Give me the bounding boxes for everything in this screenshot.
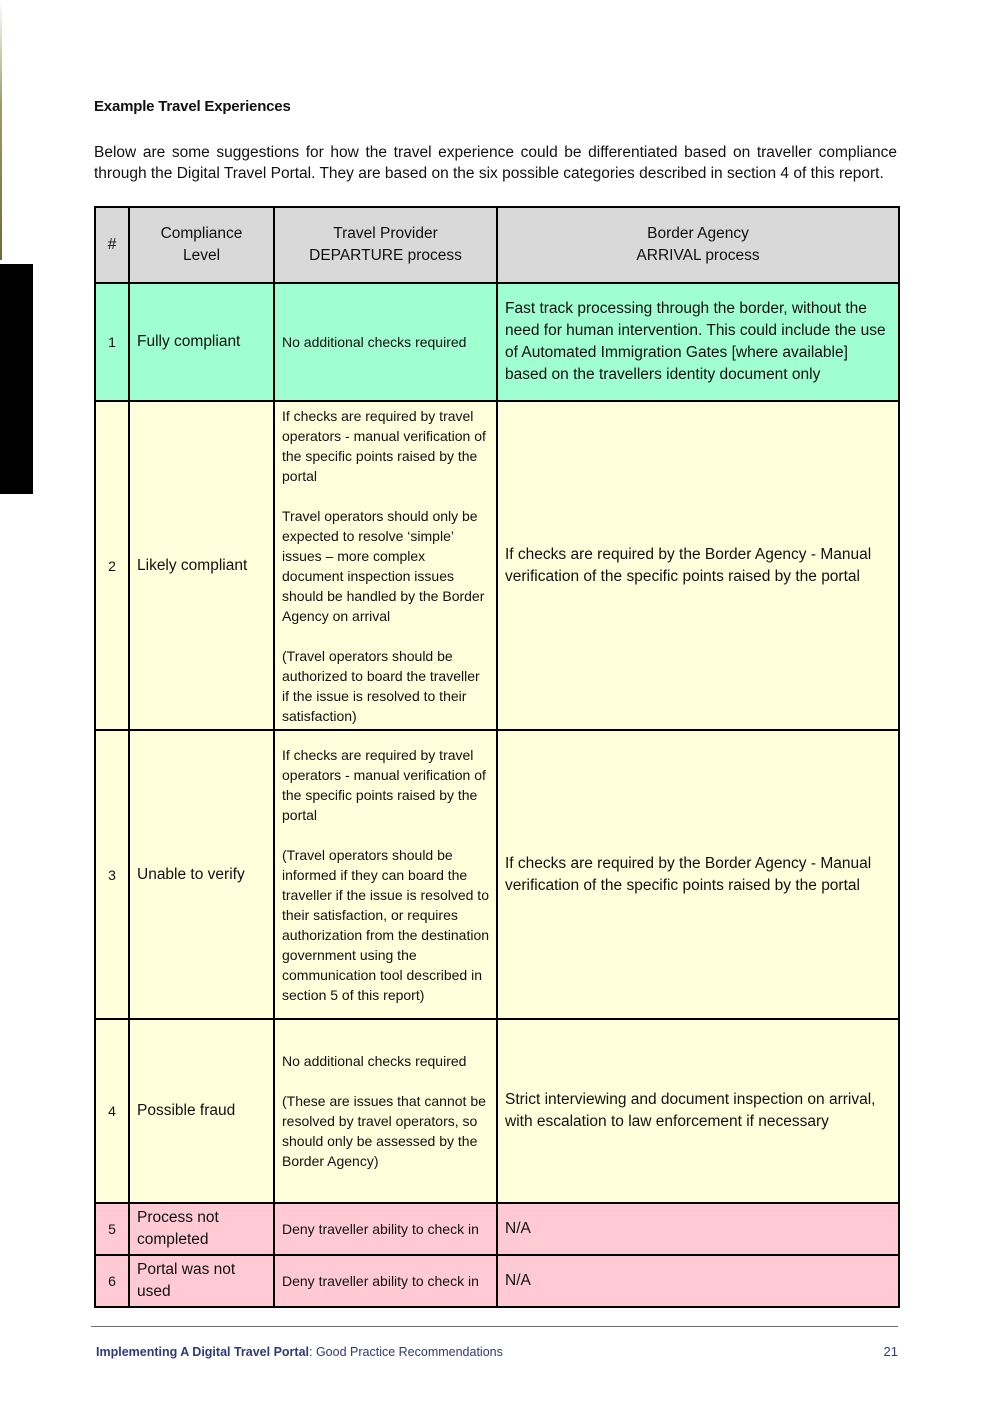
row-number: 4 xyxy=(95,1019,129,1203)
table-row xyxy=(95,401,899,730)
departure-process xyxy=(274,1255,497,1307)
footer-document-title xyxy=(96,1345,503,1359)
compliance-level: Unable to verify xyxy=(129,730,274,1019)
departure-process xyxy=(274,730,497,1019)
header-agency-line1: Border Agency xyxy=(647,225,749,242)
arrival-process: If checks are required by the Border Agency - Manual verification of the specific points raised by the portal xyxy=(497,401,899,730)
compliance-level: Portal was not used xyxy=(129,1255,274,1307)
header-border-agency xyxy=(497,207,899,283)
departure-process xyxy=(274,401,497,730)
compliance-level: Possible fraud xyxy=(129,1019,274,1203)
header-provider-line2: DEPARTURE process xyxy=(309,247,462,264)
row-number: 1 xyxy=(95,283,129,401)
arrival-process: N/A xyxy=(497,1203,899,1255)
row-number: 5 xyxy=(95,1203,129,1255)
table-row xyxy=(95,730,899,1019)
header-agency-line2: ARRIVAL process xyxy=(636,247,760,264)
table-row xyxy=(95,1203,899,1255)
departure-paragraph: Travel operators should only be expected to resolve ‘simple’ issues – more complex document inspection issues should be handled by the Border Agency on arrival xyxy=(282,507,485,624)
arrival-process: Fast track processing through the border, without the need for human intervention. This could include the use of Automated Immigration Gates [where available] based on the travellers identity document only xyxy=(497,283,899,401)
arrival-process: N/A xyxy=(497,1255,899,1307)
travel-experience-table xyxy=(94,206,900,1308)
page-number: 21 xyxy=(883,1344,898,1359)
page-edge-line xyxy=(0,0,2,260)
departure-process xyxy=(274,283,497,401)
departure-process xyxy=(274,1203,497,1255)
footer-title-bold: Implementing A Digital Travel Portal xyxy=(96,1345,310,1359)
table-row xyxy=(95,1019,899,1203)
arrival-process: If checks are required by the Border Agency - Manual verification of the specific points raised by the portal xyxy=(497,730,899,1019)
footer-title-rest: : Good Practice Recommendations xyxy=(309,1345,503,1359)
departure-paragraph: If checks are required by travel operators - manual verification of the specific points raised by the portal xyxy=(282,746,486,823)
departure-process xyxy=(274,1019,497,1203)
arrival-process: Strict interviewing and document inspection on arrival, with escalation to law enforcement if necessary xyxy=(497,1019,899,1203)
compliance-level: Likely compliant xyxy=(129,401,274,730)
side-tab-marker xyxy=(0,264,33,494)
row-number: 2 xyxy=(95,401,129,730)
departure-paragraph: If checks are required by travel operators - manual verification of the specific points raised by the portal xyxy=(282,407,486,484)
intro-paragraph: Below are some suggestions for how the travel experience could be differentiated based on traveller compliance through the Digital Travel Portal. They are based on the six possible categories described in section 4 of this report. xyxy=(94,144,897,182)
header-travel-provider xyxy=(274,207,497,283)
departure-paragraph: Deny traveller ability to check in xyxy=(282,1273,479,1289)
departure-paragraph: (These are issues that cannot be resolved by travel operators, so should only be assessed by the Border Agency) xyxy=(282,1093,486,1169)
row-number: 3 xyxy=(95,730,129,1019)
header-level-line1: Compliance xyxy=(160,225,243,242)
departure-paragraph: Deny traveller ability to check in xyxy=(282,1221,479,1237)
row-number: 6 xyxy=(95,1255,129,1307)
table-row xyxy=(95,1255,899,1307)
departure-paragraph: (Travel operators should be informed if they can board the traveller if the issue is resolved to their satisfaction, or requires authorization from the destination government using the communication tool described in section 5 of this report) xyxy=(282,846,490,1003)
compliance-level: Process not completed xyxy=(129,1203,274,1255)
departure-paragraph: (Travel operators should be authorized to board the traveller if the issue is resolved to their satisfaction) xyxy=(282,647,480,724)
header-num: # xyxy=(95,207,129,283)
departure-paragraph: No additional checks required xyxy=(282,334,467,350)
header-level-line2: Level xyxy=(182,247,221,264)
table-row xyxy=(95,283,899,401)
section-heading: Example Travel Experiences xyxy=(94,98,291,115)
compliance-level: Fully compliant xyxy=(129,283,274,401)
footer-divider xyxy=(91,1326,898,1327)
table-header-row xyxy=(95,207,899,283)
departure-paragraph: No additional checks required xyxy=(282,1053,467,1069)
header-compliance-level xyxy=(129,207,274,283)
header-provider-line1: Travel Provider xyxy=(333,225,438,242)
